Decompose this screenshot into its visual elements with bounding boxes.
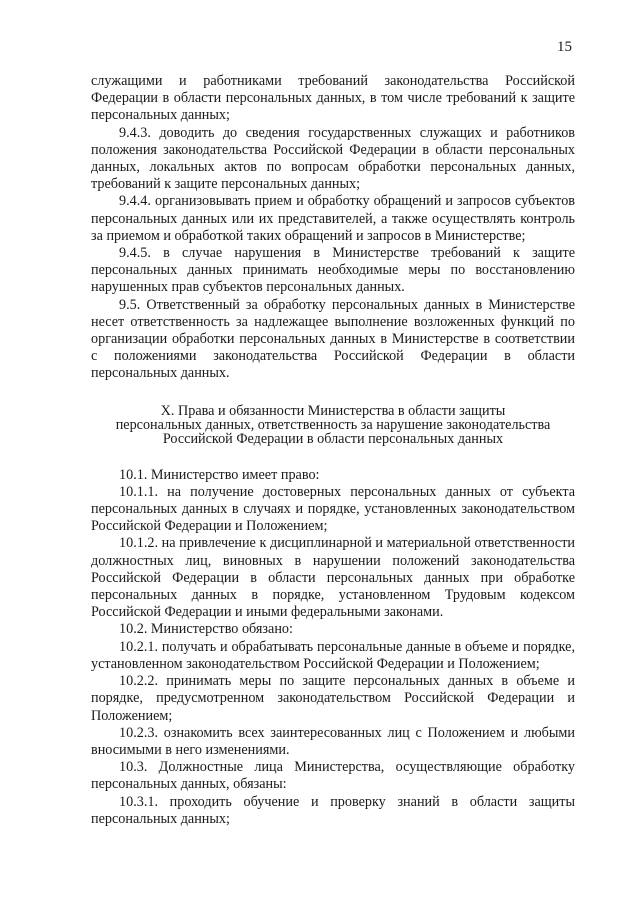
- paragraph-10-3-1: 10.3.1. проходить обучение и проверку знаний в области защиты персональных данных;: [91, 793, 575, 827]
- paragraph-10-2: 10.2. Министерство обязано:: [119, 621, 293, 638]
- section-title: [95, 404, 571, 446]
- paragraph-10-2-3: 10.2.3. ознакомить всех заинтересованных лиц с Положением и любыми вносимыми в него изменениями.: [91, 724, 575, 758]
- paragraph-9-5: 9.5. Ответственный за обработку персональных данных в Министерстве несет ответственность за надлежащее выполнение возложенных функций по организации обработки персональных данных в Министерстве в соответствии с положениями законодательства Российской Федерации в области персональных данных.: [91, 296, 575, 382]
- section-title-line: Российской Федерации в области персональных данных: [162, 430, 504, 447]
- paragraph-10-2-2: 10.2.2. принимать меры по защите персональных данных в объеме и порядке, предусмотренном законодательством Российской Федерации и Положением;: [91, 673, 575, 724]
- paragraph-9-4-3: 9.4.3. доводить до сведения государственных служащих и работников положения законодательства Российской Федерации в области персональных данных, локальных актов по вопросам обработки персональных данных, требований к защите персональных данных;: [91, 124, 575, 193]
- document-body: [91, 73, 575, 828]
- section-title-line: X. Права и обязанности Министерства в области защиты: [160, 402, 506, 419]
- paragraph-9-4-4: 9.4.4. организовывать прием и обработку обращений и запросов субъектов персональных данных или их представителей, а также осуществлять контроль за приемом и обработкой таких обращений и запросов в Министерстве;: [91, 193, 575, 244]
- paragraph-9-4-5: 9.4.5. в случае нарушения в Министерстве требований к защите персональных данных принимать необходимые меры по восстановлению нарушенных прав субъектов персональных данных.: [91, 245, 575, 296]
- paragraph-continuation: служащими и работниками требований законодательства Российской Федерации в области персональных данных, в том числе требований к защите персональных данных;: [91, 73, 575, 124]
- paragraph-10-1: 10.1. Министерство имеет право:: [119, 466, 320, 483]
- paragraph-10-1-2: 10.1.2. на привлечение к дисциплинарной и материальной ответственности должностных лиц, виновных в нарушении положений законодательства Российской Федерации в области персональных данных при обработке персональных данных в порядке, установленном Трудовым кодексом Российской Федерации и иными федеральными законами.: [91, 535, 575, 621]
- page-number: 15: [557, 39, 572, 55]
- paragraph-10-2-1: 10.2.1. получать и обрабатывать персональные данные в объеме и порядке, установленном законодательством Российской Федерации и Положением;: [91, 638, 575, 672]
- paragraph-10-3: 10.3. Должностные лица Министерства, осуществляющие обработку персональных данных, обязаны:: [91, 759, 575, 793]
- section-title-line: персональных данных, ответственность за нарушение законодательства: [115, 416, 551, 433]
- paragraph-10-1-1: 10.1.1. на получение достоверных персональных данных от субъекта персональных данных в случаях и порядке, установленных законодательством Российской Федерации и Положением;: [91, 483, 575, 535]
